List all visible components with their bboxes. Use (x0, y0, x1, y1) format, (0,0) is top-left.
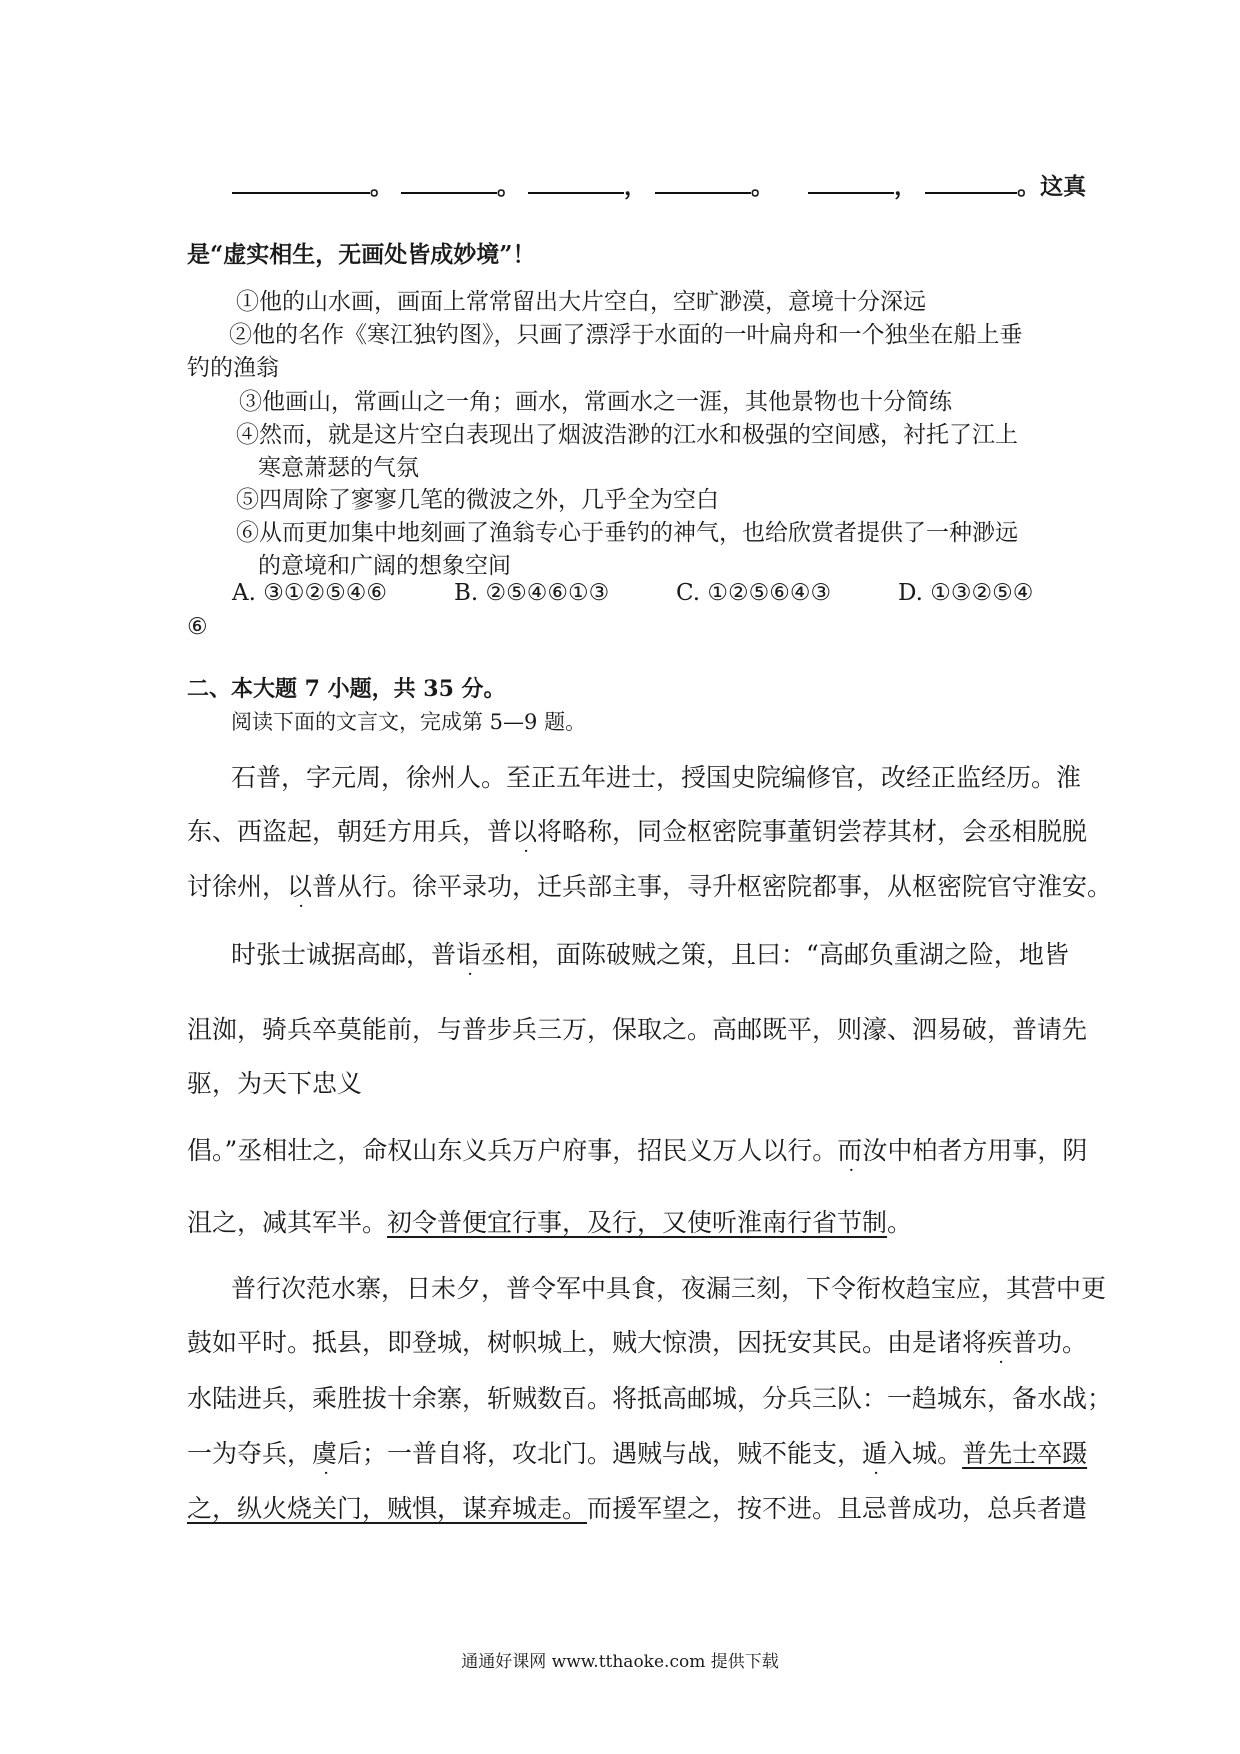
punctuation: ， (624, 173, 648, 200)
punctuation: ， (894, 173, 918, 200)
punctuation: 。这真 (1017, 173, 1087, 200)
passage-line: 石普，字元周，徐州人。至正五年进士，授国史院编修官，改经正监经历。淮 (231, 763, 1082, 792)
option-d: D. ①③②⑤④ (898, 580, 1034, 606)
dotted-char: 而 (837, 1136, 863, 1165)
answer-blank (232, 172, 370, 194)
passage-line: 鼓如平时。抵县，即登城，树帜城上，贼大惊溃，因抚安其民。由是诸将疾普功。 (187, 1328, 1088, 1357)
section-intro: 阅读下面的文言文，完成第 5—9 题。 (231, 710, 587, 734)
dotted-char: 遁 (862, 1439, 888, 1468)
passage-line: 驱，为天下忠义 (187, 1069, 363, 1098)
punctuation: 。 (370, 173, 393, 200)
passage-line: 之，纵火烧关门，贼惧，谋弃城走。而援军望之，按不进。且忌普成功，总兵者遣 (187, 1494, 1088, 1523)
answer-blank (925, 172, 1017, 194)
punctuation: 。 (751, 173, 775, 200)
underlined-sentence: 初令普便宜行事，及行，又使听淮南行省节制 (387, 1208, 888, 1237)
sentence-item: ②他的名作《寒江独钓图》，只画了漂浮于水面的一叶扁舟和一个独坐在船上垂 (229, 322, 1023, 348)
page-footer: 通通好课网 www.tthaoke.com 提供下载 (461, 1652, 779, 1672)
option-b: B. ②⑤④⑥①③ (454, 580, 610, 606)
section-title: 二、本大题 7 小题，共 35 分。 (187, 676, 506, 702)
dotted-char: 以 (512, 817, 538, 846)
passage-line: 东、西盗起，朝廷方用兵，普以将略称，同佥枢密院事董钥尝荐其材，会丞相脱脱 (187, 817, 1088, 846)
answer-blank (401, 172, 497, 194)
sentence-item: 钓的渔翁 (187, 355, 279, 381)
quote-line: 是“虚实相生，无画处皆成妙境”！ (187, 241, 536, 268)
underlined-sentence: 之，纵火烧关门，贼惧，谋弃城走。 (187, 1494, 588, 1523)
option-c: C. ①②⑤⑥④③ (676, 580, 832, 606)
sentence-item: ⑤四周除了寥寥几笔的微波之外，几乎全为空白 (236, 487, 719, 513)
dotted-char: 以 (287, 872, 313, 901)
passage-line: 普行次范水寨，日未夕，普令军中具食，夜漏三刻，下令衔枚趋宝应，其营中更 (231, 1274, 1107, 1303)
underlined-sentence: 普先士卒蹑 (962, 1439, 1088, 1468)
punctuation: 。 (497, 173, 521, 200)
sentence-item: 的意境和广阔的想象空间 (258, 553, 511, 579)
answer-blank (808, 172, 894, 194)
option-a: A. ③①②⑤④⑥ (232, 580, 387, 606)
answer-blank (528, 172, 624, 194)
dotted-char: 虞 (312, 1439, 338, 1468)
passage-line: 沮洳，骑兵卒莫能前，与普步兵三万，保取之。高邮既平，则濠、泗易破，普请先 (187, 1015, 1088, 1044)
passage-line: 讨徐州，以普从行。徐平录功，迁兵部主事，寻升枢密院都事，从枢密院官守淮安。 (187, 872, 1113, 901)
sentence-item: 寒意萧瑟的气氛 (258, 455, 419, 481)
sentence-item: ③他画山，常画山之一角；画水，常画水之一涯，其他景物也十分简练 (239, 389, 952, 415)
answer-blank (655, 172, 751, 194)
dotted-char: 诣 (456, 940, 482, 969)
passage-line: 沮之，减其军半。初令普便宜行事，及行，又使听淮南行省节制。 (187, 1208, 913, 1237)
passage-line: 倡。”丞相壮之，命权山东义兵万户府事，招民义万人以行。而汝中柏者方用事，阴 (187, 1136, 1088, 1165)
passage-line: 时张士诚据高邮，普诣丞相，面陈破贼之策，且曰：“高邮负重湖之险，地皆 (231, 940, 1069, 969)
passage-line: 一为夺兵，虞后；一普自将，攻北门。遇贼与战，贼不能支，遁入城。普先士卒蹑 (187, 1439, 1088, 1468)
fill-in-blanks-line (232, 168, 1086, 201)
sentence-item: ①他的山水画，画面上常常留出大片空白，空旷渺漠，意境十分深远 (236, 289, 926, 315)
sentence-item: ④然而，就是这片空白表现出了烟波浩渺的江水和极强的空间感，衬托了江上 (236, 422, 1018, 448)
dotted-char: 疾 (987, 1328, 1013, 1357)
passage-line: 水陆进兵，乘胜拔十余寨，斩贼数百。将抵高邮城，分兵三队：一趋城东，备水战； (187, 1384, 1113, 1413)
option-d-wrap: ⑥ (187, 614, 208, 640)
sentence-item: ⑥从而更加集中地刻画了渔翁专心于垂钓的神气，也给欣赏者提供了一种渺远 (236, 520, 1018, 546)
